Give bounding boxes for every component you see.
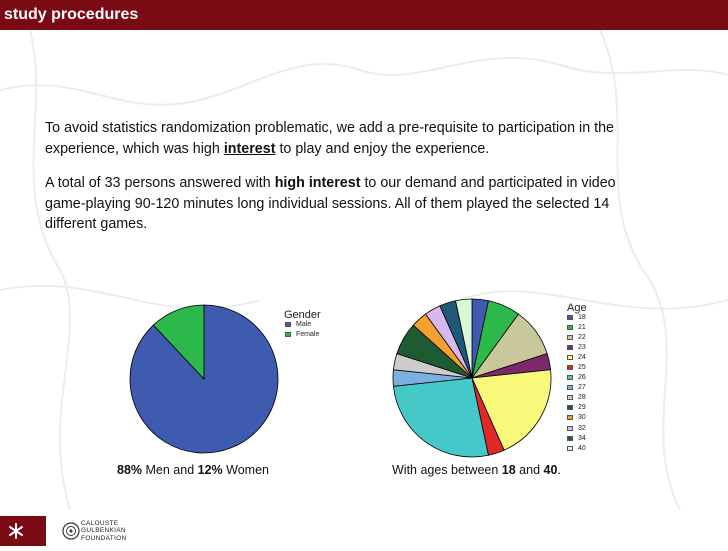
age-legend-label: 32: [578, 424, 586, 432]
foundation-name: [81, 520, 127, 542]
age-legend-label: 18: [578, 313, 586, 321]
age-legend-item: [567, 352, 586, 362]
foundation-logo-mark: [0, 516, 46, 546]
age-legend: [567, 312, 586, 453]
gender-legend-item: [285, 329, 319, 339]
age-legend-swatch: [567, 385, 573, 390]
gender-legend-label: Female: [296, 330, 320, 338]
age-legend-item: [567, 332, 586, 342]
age-legend-label: 21: [578, 323, 586, 331]
age-legend-label: 34: [578, 434, 586, 442]
caption-value: 40: [543, 463, 558, 477]
gender-legend-item: [285, 319, 319, 329]
caption-text: Women: [222, 463, 269, 477]
age-legend-item: [567, 403, 586, 413]
paragraph-prerequisite: [45, 118, 625, 159]
age-legend-swatch: [567, 325, 573, 330]
paragraph-text: to our demand and participated in video game-playing 90-120 minutes long individual sessions. All of them played the selected 14 different games.: [45, 175, 616, 232]
age-slice-26: [393, 378, 488, 457]
age-legend-swatch: [567, 395, 573, 400]
age-legend-title: Age: [567, 302, 587, 314]
age-legend-swatch: [567, 345, 573, 350]
caption-text: and: [515, 463, 544, 477]
star-icon: [0, 516, 46, 546]
age-legend-item: [567, 383, 586, 393]
age-legend-label: 30: [578, 414, 586, 422]
age-legend-swatch: [567, 315, 573, 320]
age-legend-swatch: [567, 436, 573, 441]
age-legend-label: 27: [578, 384, 586, 392]
gender-legend-swatch: [285, 322, 291, 327]
age-legend-label: 40: [578, 444, 586, 452]
age-legend-item: [567, 393, 586, 403]
caption-text: With ages between: [392, 463, 502, 477]
puzzle-background: [0, 30, 728, 510]
age-legend-swatch: [567, 446, 573, 451]
age-legend-item: [567, 433, 586, 443]
age-legend-item: [567, 413, 586, 423]
age-legend-swatch: [567, 375, 573, 380]
age-legend-item: [567, 322, 586, 332]
gender-legend-title: Gender: [284, 309, 321, 321]
paragraph-text: to play and enjoy the experience.: [275, 140, 490, 157]
age-legend-label: 29: [578, 404, 586, 412]
age-legend-label: 23: [578, 343, 586, 351]
paragraph-text: A total of 33 persons answered with: [45, 175, 275, 191]
paragraph-participants: [45, 173, 625, 235]
age-legend-label: 25: [578, 364, 586, 372]
age-legend-item: [567, 342, 586, 352]
foundation-line: CALOUSTE: [81, 520, 119, 527]
caption-text: Men and: [142, 463, 198, 477]
age-legend-item: [567, 373, 586, 383]
gender-legend: [285, 319, 319, 339]
age-legend-swatch: [567, 355, 573, 360]
age-legend-swatch: [567, 335, 573, 340]
caption-value: 18: [501, 463, 516, 477]
slide-header: [0, 0, 728, 30]
foundation-line: GULBENKIAN: [81, 527, 126, 535]
age-legend-item: [567, 443, 586, 453]
age-legend-swatch: [567, 405, 573, 410]
foundation-emblem-icon: [62, 520, 80, 542]
age-legend-label: 24: [578, 353, 586, 361]
emphasis-interest: interest: [223, 140, 276, 157]
gender-caption: [117, 463, 269, 477]
age-legend-item: [567, 362, 586, 372]
caption-value: 88%: [117, 463, 143, 477]
age-legend-label: 26: [578, 374, 586, 382]
gender-legend-label: Male: [296, 320, 312, 328]
age-caption: [392, 463, 561, 477]
slide-title: study procedures: [4, 6, 139, 23]
paragraph-text: To avoid statistics randomization problematic, we add a pre-requisite to participation in the experience, which was high: [45, 120, 614, 157]
age-legend-swatch: [567, 365, 573, 370]
age-legend-item: [567, 312, 586, 322]
age-legend-item: [567, 423, 586, 433]
age-legend-label: 28: [578, 394, 586, 402]
caption-value: 12%: [197, 463, 223, 477]
age-legend-swatch: [567, 426, 573, 431]
emphasis-high-interest: high interest: [274, 175, 361, 191]
age-legend-swatch: [567, 415, 573, 420]
age-legend-label: 22: [578, 333, 586, 341]
body-text: [45, 118, 625, 235]
foundation-line: FOUNDATION: [81, 534, 127, 542]
gender-legend-swatch: [285, 332, 291, 337]
caption-text: .: [557, 463, 561, 477]
